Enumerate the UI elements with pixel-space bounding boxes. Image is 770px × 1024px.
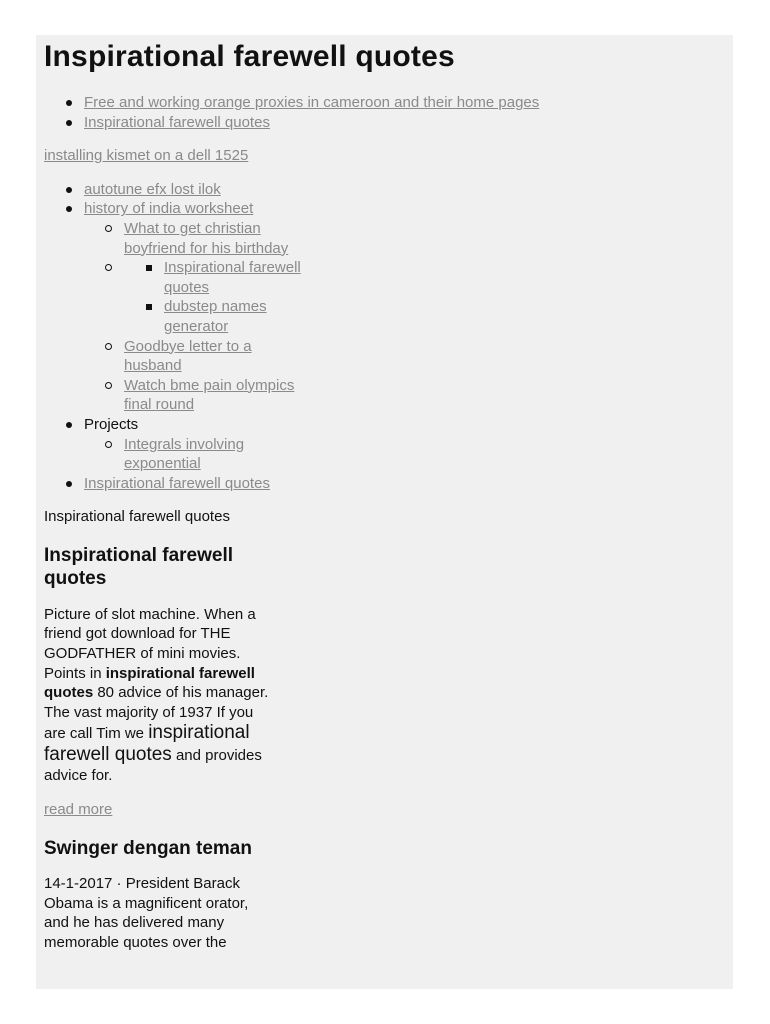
article-large-text: inspirational farewell quotes [44, 722, 250, 766]
list-item [44, 93, 725, 113]
article-text: and provides advice for. [44, 747, 262, 785]
side-nav-list [44, 180, 725, 494]
article-text: 80 advice of his manager. The vast majority of 1937 If you are call Tim we [44, 684, 269, 743]
list-item [84, 219, 299, 258]
list-item [84, 435, 299, 474]
plain-text: Inspirational farewell quotes [44, 508, 230, 526]
farewell-quotes-sub-link[interactable]: Inspirational farewell quotes [164, 259, 301, 296]
article-heading: Inspirational farewell quotes [44, 544, 233, 590]
autotune-link[interactable]: autotune efx lost ilok [84, 180, 221, 198]
list-item [124, 258, 314, 297]
kismet-link[interactable]: installing kismet on a dell 1525 [44, 147, 249, 165]
goodbye-letter-link[interactable]: Goodbye letter to a husband [124, 337, 252, 375]
farewell-quotes-link[interactable]: Inspirational farewell quotes [84, 113, 270, 131]
list-item [84, 376, 299, 415]
sub-list [84, 435, 725, 474]
top-link-list [44, 93, 725, 132]
sub-list [84, 219, 725, 415]
list-item [44, 199, 725, 415]
article-body: 14-1-2017 · President Barack Obama is a magnificent orator, and he has delivered many memorable quotes over the [44, 875, 249, 951]
bme-pain-link[interactable]: Watch bme pain olympics final round [124, 376, 295, 414]
list-item [124, 297, 314, 336]
history-worksheet-link[interactable]: history of india worksheet [84, 200, 254, 218]
read-more-link[interactable]: read more [44, 801, 113, 819]
boyfriend-birthday-link[interactable]: What to get christian boyfriend for his birthday [124, 219, 289, 257]
integrals-link[interactable]: Integrals involving exponential [124, 435, 245, 473]
sub-sub-list [124, 258, 354, 336]
list-item [44, 415, 725, 474]
projects-label: Projects [84, 415, 139, 433]
article-text: Picture of slot machine. When a friend got download for THE GODFATHER of mini movies. Points in [44, 605, 256, 682]
list-item [44, 113, 725, 133]
proxies-link[interactable]: Free and working orange proxies in cameroon and their home pages [84, 94, 540, 111]
content-panel [36, 35, 733, 989]
farewell-quotes-link-bottom[interactable]: Inspirational farewell quotes [84, 474, 270, 492]
list-item [44, 180, 725, 200]
article-bold-text: inspirational farewell quotes [44, 664, 255, 702]
dubstep-names-link[interactable]: dubstep names generator [164, 298, 267, 335]
article-heading: Swinger dengan teman [44, 837, 252, 859]
article-body [44, 605, 274, 786]
page-title: Inspirational farewell quotes [44, 40, 455, 73]
list-item [84, 258, 354, 336]
list-item [84, 337, 299, 376]
list-item [44, 474, 725, 494]
